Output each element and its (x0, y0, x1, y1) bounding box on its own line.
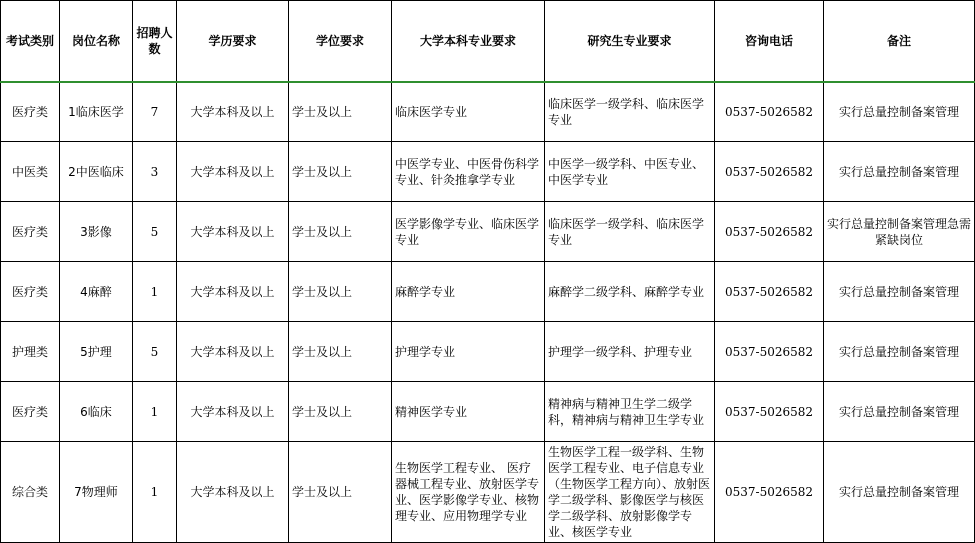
cell-position: 4麻醉 (60, 262, 133, 322)
cell-graduate: 护理学一级学科、护理专业 (545, 322, 715, 382)
header-position: 岗位名称 (60, 1, 133, 82)
cell-degree: 学士及以上 (289, 442, 392, 543)
table-row (1, 382, 975, 442)
cell-count: 1 (133, 382, 177, 442)
header-note: 备注 (824, 1, 975, 82)
cell-position: 6临床 (60, 382, 133, 442)
cell-category: 医疗类 (1, 382, 60, 442)
cell-count: 5 (133, 202, 177, 262)
cell-degree: 学士及以上 (289, 82, 392, 142)
cell-undergrad: 生物医学工程专业、 医疗器械工程专业、放射医学专业、医学影像学专业、核物理专业、应用物理学专业 (392, 442, 545, 543)
cell-degree: 学士及以上 (289, 382, 392, 442)
cell-education: 大学本科及以上 (177, 202, 289, 262)
cell-category: 护理类 (1, 322, 60, 382)
table-row (1, 322, 975, 382)
cell-note: 实行总量控制备案管理 (824, 142, 975, 202)
cell-phone: 0537-5026582 (715, 82, 824, 142)
cell-undergrad: 中医学专业、中医骨伤科学专业、针灸推拿学专业 (392, 142, 545, 202)
header-category: 考试类别 (1, 1, 60, 82)
cell-phone: 0537-5026582 (715, 202, 824, 262)
cell-graduate: 临床医学一级学科、临床医学专业 (545, 82, 715, 142)
table-row (1, 262, 975, 322)
cell-phone: 0537-5026582 (715, 382, 824, 442)
table-row (1, 82, 975, 142)
cell-note: 实行总量控制备案管理 (824, 82, 975, 142)
cell-position: 1临床医学 (60, 82, 133, 142)
header-degree: 学位要求 (289, 1, 392, 82)
cell-graduate: 临床医学一级学科、临床医学专业 (545, 202, 715, 262)
cell-note: 实行总量控制备案管理 (824, 382, 975, 442)
cell-degree: 学士及以上 (289, 322, 392, 382)
cell-education: 大学本科及以上 (177, 442, 289, 543)
header-graduate: 研究生专业要求 (545, 1, 715, 82)
header-row (1, 1, 975, 82)
cell-count: 7 (133, 82, 177, 142)
cell-category: 医疗类 (1, 82, 60, 142)
header-undergrad: 大学本科专业要求 (392, 1, 545, 82)
cell-education: 大学本科及以上 (177, 82, 289, 142)
cell-position: 7物理师 (60, 442, 133, 543)
cell-category: 医疗类 (1, 202, 60, 262)
cell-degree: 学士及以上 (289, 142, 392, 202)
cell-count: 1 (133, 442, 177, 543)
cell-education: 大学本科及以上 (177, 262, 289, 322)
cell-graduate: 麻醉学二级学科、麻醉学专业 (545, 262, 715, 322)
table-row (1, 142, 975, 202)
cell-graduate: 中医学一级学科、中医专业、中医学专业 (545, 142, 715, 202)
cell-note: 实行总量控制备案管理急需紧缺岗位 (824, 202, 975, 262)
cell-phone: 0537-5026582 (715, 142, 824, 202)
cell-count: 1 (133, 262, 177, 322)
cell-position: 3影像 (60, 202, 133, 262)
header-count: 招聘人数 (133, 1, 177, 82)
cell-count: 5 (133, 322, 177, 382)
header-phone: 咨询电话 (715, 1, 824, 82)
cell-undergrad: 护理学专业 (392, 322, 545, 382)
header-education: 学历要求 (177, 1, 289, 82)
cell-position: 2中医临床 (60, 142, 133, 202)
cell-education: 大学本科及以上 (177, 142, 289, 202)
cell-degree: 学士及以上 (289, 202, 392, 262)
cell-position: 5护理 (60, 322, 133, 382)
cell-phone: 0537-5026582 (715, 442, 824, 543)
cell-category: 中医类 (1, 142, 60, 202)
cell-note: 实行总量控制备案管理 (824, 262, 975, 322)
cell-undergrad: 医学影像学专业、临床医学专业 (392, 202, 545, 262)
cell-undergrad: 临床医学专业 (392, 82, 545, 142)
table-row (1, 442, 975, 543)
cell-category: 医疗类 (1, 262, 60, 322)
cell-degree: 学士及以上 (289, 262, 392, 322)
cell-note: 实行总量控制备案管理 (824, 442, 975, 543)
cell-count: 3 (133, 142, 177, 202)
cell-undergrad: 精神医学专业 (392, 382, 545, 442)
cell-graduate: 精神病与精神卫生学二级学科，精神病与精神卫生学专业 (545, 382, 715, 442)
cell-category: 综合类 (1, 442, 60, 543)
cell-education: 大学本科及以上 (177, 382, 289, 442)
cell-education: 大学本科及以上 (177, 322, 289, 382)
cell-note: 实行总量控制备案管理 (824, 322, 975, 382)
cell-graduate: 生物医学工程一级学科、生物医学工程专业、电子信息专业（生物医学工程方向）、放射医学二级学科、影像医学与核医学二级学科、放射影像学专业、核医学专业 (545, 442, 715, 543)
cell-phone: 0537-5026582 (715, 322, 824, 382)
table-row (1, 202, 975, 262)
cell-undergrad: 麻醉学专业 (392, 262, 545, 322)
cell-phone: 0537-5026582 (715, 262, 824, 322)
